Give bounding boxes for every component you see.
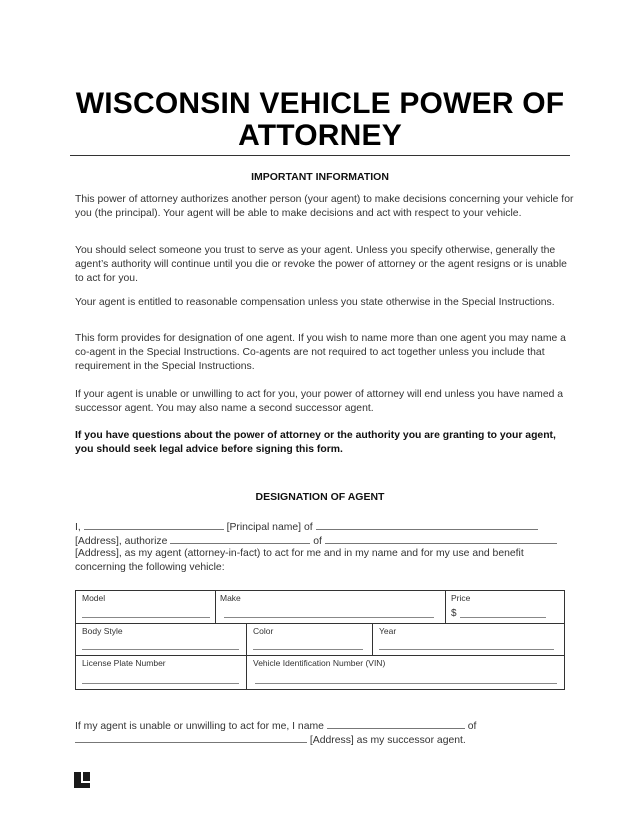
color-cell <box>247 624 373 655</box>
body-style-cell <box>76 624 247 655</box>
year-cell <box>373 624 564 655</box>
info-paragraph-2: You should select someone you trust to serve as your agent. Unless you specify otherwise, generally the agent’s authority will continue until you die or revoke the power of attorney or the agent resigns or is unable to act for you. <box>75 245 567 284</box>
principal-name-field[interactable] <box>84 519 224 530</box>
document-logo-icon <box>74 772 90 788</box>
body-style-label: Body Style <box>82 626 123 636</box>
license-plate-label: License Plate Number <box>82 658 166 668</box>
year-field[interactable] <box>379 649 554 650</box>
info-paragraph-1: This power of attorney authorizes another person (your agent) to make decisions concerning your vehicle for you (the principal). Your agent will be able to make decisions and act with respect to your vehicle. <box>75 194 574 219</box>
designation-line-4: concerning the following vehicle: <box>75 562 225 573</box>
principal-name-label: [Principal name] of <box>226 522 313 533</box>
year-label: Year <box>379 626 397 636</box>
title-line-2: ATTORNEY <box>238 119 402 152</box>
designation-prefix: I, <box>75 522 81 533</box>
successor-of-label: of <box>467 721 477 732</box>
important-info-heading: IMPORTANT INFORMATION <box>251 171 389 183</box>
title-line-1: WISCONSIN VEHICLE POWER OF <box>75 87 565 120</box>
info-paragraph-3: Your agent is entitled to reasonable compensation unless you state otherwise in the Special Instructions. <box>75 297 555 308</box>
vehicle-row-2 <box>76 624 564 656</box>
successor-name-field[interactable] <box>327 718 465 729</box>
license-plate-field[interactable] <box>82 683 239 684</box>
agent-of-label: of <box>313 536 322 547</box>
successor-address-field[interactable] <box>75 732 307 743</box>
color-field[interactable] <box>253 649 363 650</box>
designation-heading: DESIGNATION OF AGENT <box>255 491 385 503</box>
model-cell <box>76 591 216 623</box>
make-cell <box>216 591 446 623</box>
make-label: Make <box>220 593 241 603</box>
vehicle-row-1 <box>76 591 564 624</box>
body-style-field[interactable] <box>82 649 239 650</box>
dollar-sign: $ <box>451 608 457 619</box>
title-divider <box>70 155 570 156</box>
make-field[interactable] <box>224 617 434 618</box>
info-paragraph-4: This form provides for designation of one agent. If you wish to name more than one agent you may name a co-agent in the Special Instructions. Co-agents are not required to act together unless you include that requirement in the Special Instructions. <box>75 333 566 372</box>
principal-address-field[interactable] <box>316 519 538 530</box>
vehicle-details-table <box>75 590 565 690</box>
color-label: Color <box>253 626 274 636</box>
price-field[interactable] <box>460 617 546 618</box>
price-label: Price <box>451 593 471 603</box>
legal-advice-notice: If you have questions about the power of attorney or the authority you are granting to your agent, you should seek legal advice before signing this form. <box>75 430 556 455</box>
license-plate-cell <box>76 656 247 689</box>
model-label: Model <box>82 593 106 603</box>
agent-name-field[interactable] <box>170 533 310 544</box>
vin-label: Vehicle Identification Number (VIN) <box>253 658 386 668</box>
vin-cell <box>247 656 564 689</box>
successor-address-label: [Address] as my successor agent. <box>309 735 466 746</box>
designation-line-3: [Address], as my agent (attorney-in-fact) to act for me and in my name and for my use and benefit <box>75 548 524 559</box>
info-paragraph-5: If your agent is unable or unwilling to act for you, your power of attorney will end unless you have named a successor agent. You may also name a second successor agent. <box>75 389 564 414</box>
successor-line-2 <box>75 732 595 748</box>
successor-prefix: If my agent is unable or unwilling to act for me, I name <box>75 721 324 732</box>
price-cell <box>446 591 564 623</box>
vehicle-row-3 <box>76 656 564 689</box>
vin-field[interactable] <box>255 683 557 684</box>
model-field[interactable] <box>82 617 210 618</box>
agent-address-field[interactable] <box>325 533 557 544</box>
address-authorize-label: [Address], authorize <box>75 536 168 547</box>
